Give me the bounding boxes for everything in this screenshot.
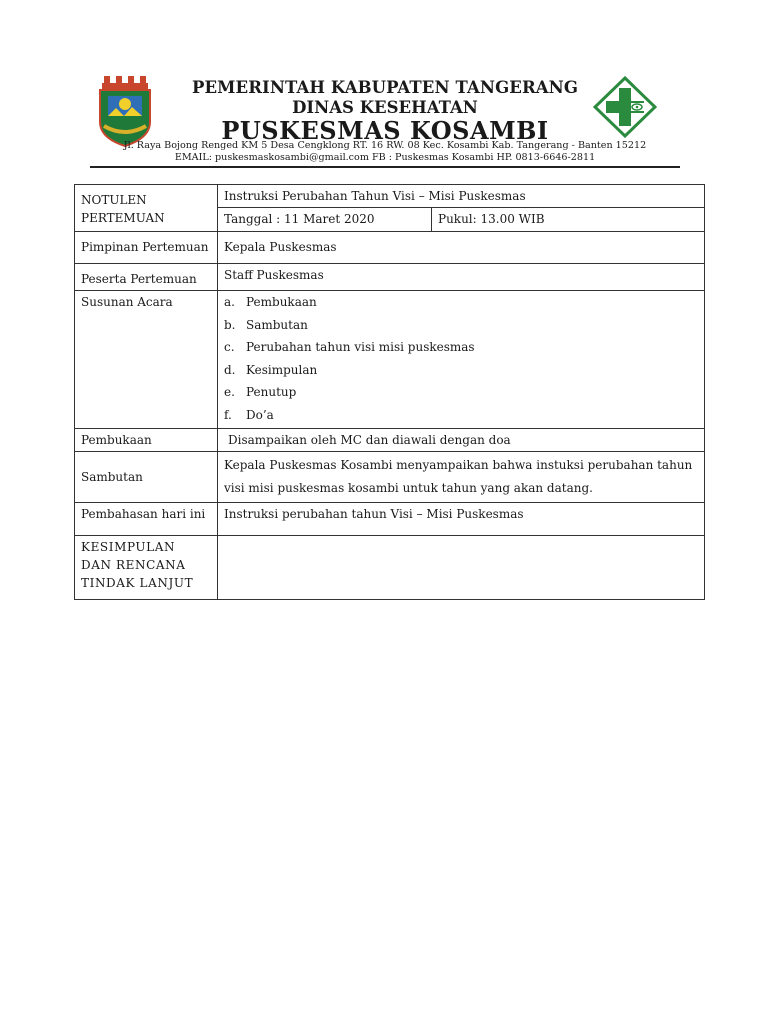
list-item	[224, 404, 698, 427]
table-row	[75, 429, 705, 452]
time-cell	[432, 208, 705, 232]
table-row	[75, 291, 705, 429]
agenda-marker: c.	[224, 340, 235, 354]
list-item	[224, 336, 698, 359]
sambutan-value-cell	[218, 452, 705, 503]
agenda-marker: b.	[224, 317, 236, 332]
pembahasan-value-cell	[218, 503, 705, 536]
table-row	[75, 452, 705, 503]
agenda-marker: a.	[224, 295, 235, 309]
sambutan-label-cell	[75, 452, 218, 503]
letterhead	[90, 70, 680, 170]
puskesmas-logo-icon	[593, 76, 657, 138]
agenda-text: Perubahan tahun visi misi puskesmas	[246, 340, 475, 354]
topic-cell	[218, 185, 705, 208]
notulen-table	[74, 184, 705, 600]
pimpinan-label-cell	[75, 232, 218, 264]
kabupaten-tangerang-emblem-icon	[94, 76, 156, 148]
meeting-date: Tanggal : 11 Maret 2020	[224, 212, 375, 226]
agenda-marker: f.	[224, 407, 232, 422]
agenda-marker: e.	[224, 385, 235, 399]
list-item	[224, 291, 698, 314]
table-row	[75, 536, 705, 600]
kesimpulan-label: KESIMPULAN DAN RENCANA TINDAK LANJUT	[81, 540, 194, 590]
agenda-list	[224, 291, 698, 426]
header-government-title: PEMERINTAH KABUPATEN TANGERANG	[191, 78, 579, 97]
susunan-label: Susunan Acara	[81, 295, 173, 309]
pimpinan-value-cell	[218, 232, 705, 264]
peserta-label-cell	[75, 264, 218, 291]
header-address: Jl. Raya Bojong Renged KM 5 Desa Cengklong RT. 16 RW. 08 Kec. Kosambi Kab. Tangerang - Banten 15212	[123, 140, 647, 151]
kesimpulan-value-cell	[218, 536, 705, 600]
agenda-text: Sambutan	[246, 317, 308, 332]
peserta-label: Peserta Pertemuan	[81, 272, 197, 286]
agenda-marker: d.	[224, 362, 236, 377]
notulen-label-cell	[75, 185, 218, 232]
agenda-text: Kesimpulan	[246, 362, 318, 377]
meeting-topic: Instruksi Perubahan Tahun Visi – Misi Puskesmas	[224, 189, 526, 203]
peserta-value-cell	[218, 264, 705, 291]
table-row	[75, 503, 705, 536]
meeting-time: Pukul: 13.00 WIB	[438, 212, 545, 226]
agenda-text: Do’a	[246, 407, 274, 422]
pimpinan-value: Kepala Puskesmas	[224, 240, 337, 254]
pembukaan-value: Disampaikan oleh MC dan diawali dengan doa	[228, 433, 511, 447]
susunan-label-cell	[75, 291, 218, 429]
date-cell	[218, 208, 432, 232]
list-item	[224, 314, 698, 337]
header-divider	[90, 166, 680, 168]
agenda-text: Penutup	[246, 385, 297, 399]
pembukaan-label-cell	[75, 429, 218, 452]
list-item	[224, 381, 698, 404]
agenda-text: Pembukaan	[246, 295, 317, 309]
sambutan-label: Sambutan	[81, 470, 143, 484]
table-row	[75, 185, 705, 208]
sambutan-value: Kepala Puskesmas Kosambi menyampaikan bahwa instuksi perubahan tahun visi misi puskesmas kosambi untuk tahun yang akan datang.	[224, 458, 693, 495]
pimpinan-label: Pimpinan Pertemuan	[81, 240, 209, 254]
pembahasan-value: Instruksi perubahan tahun Visi – Misi Puskesmas	[224, 507, 524, 521]
header-puskesmas-title: PUSKESMAS KOSAMBI	[221, 116, 549, 145]
list-item	[224, 359, 698, 382]
pembahasan-label-cell	[75, 503, 218, 536]
table-row	[75, 264, 705, 291]
header-department-title: DINAS KESEHATAN	[292, 98, 478, 117]
table-row	[75, 232, 705, 264]
susunan-value-cell	[218, 291, 705, 429]
peserta-value: Staff Puskesmas	[224, 268, 324, 282]
pembahasan-label: Pembahasan hari ini	[81, 507, 206, 521]
header-contact: EMAIL: puskesmaskosambi@gmail.com FB : Puskesmas Kosambi HP. 0813-6646-2811	[174, 152, 596, 163]
pembukaan-label: Pembukaan	[81, 433, 152, 447]
kesimpulan-label-cell	[75, 536, 218, 600]
pembukaan-value-cell	[218, 429, 705, 452]
notulen-label: NOTULEN PERTEMUAN	[81, 193, 165, 225]
